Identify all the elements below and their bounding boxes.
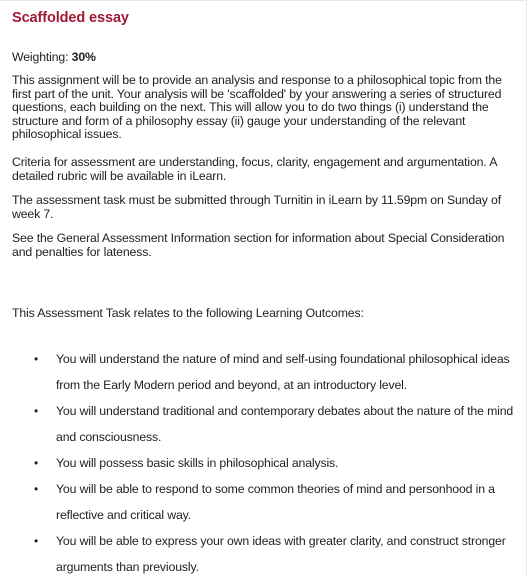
learning-outcome-text: You will possess basic skills in philosophical analysis. [56,456,339,470]
assessment-criteria: Criteria for assessment are understanding, focus, clarity, engagement and argumentation. A detailed rubric will be available in iLearn. [12,155,497,183]
learning-outcomes-list [12,346,517,580]
learning-outcomes-intro: This Assessment Task relates to the following Learning Outcomes: [12,306,364,320]
learning-outcome-text: You will understand the nature of mind and self-using foundational philosophical ideas from the Early Modern period and beyond, at an introductory level. [56,352,510,392]
learning-outcome-text: You will understand traditional and contemporary debates about the nature of the mind and consciousness. [56,404,514,444]
weighting-value: 30% [71,50,96,64]
weighting-line [12,51,517,65]
list-item [12,476,517,528]
bullet-icon: • [34,456,39,470]
list-item [12,450,517,476]
list-item [12,346,517,398]
learning-outcome-text: You will be able to respond to some common theories of mind and personhood in a reflective and critical way. [56,482,495,522]
assignment-description: This assignment will be to provide an analysis and response to a philosophical topic from the first part of the unit. Your analysis will be 'scaffolded' by your answering a series of structured questions, each building on the next. This will allow you to do two things (i) understand the structure and form of a philosophy essay (ii) gauge your understanding of the relevant philosophical issues. [12,73,502,142]
weighting-label: Weighting: [12,50,72,64]
learning-outcome-text: You will be able to express your own ideas with greater clarity, and construct stronger arguments than previously. [56,534,506,574]
bullet-icon: • [34,534,39,548]
submission-details: The assessment task must be submitted through Turnitin in iLearn by 11.59pm on Sunday of week 7. [12,193,501,221]
bullet-icon: • [34,482,39,496]
list-item [12,528,517,580]
general-assessment-note: See the General Assessment Information section for information about Special Consideration and penalties for lateness. [12,231,505,259]
page-title: Scaffolded essay [12,10,129,26]
bullet-icon: • [34,404,39,418]
list-item [12,398,517,450]
bullet-icon: • [34,352,39,366]
